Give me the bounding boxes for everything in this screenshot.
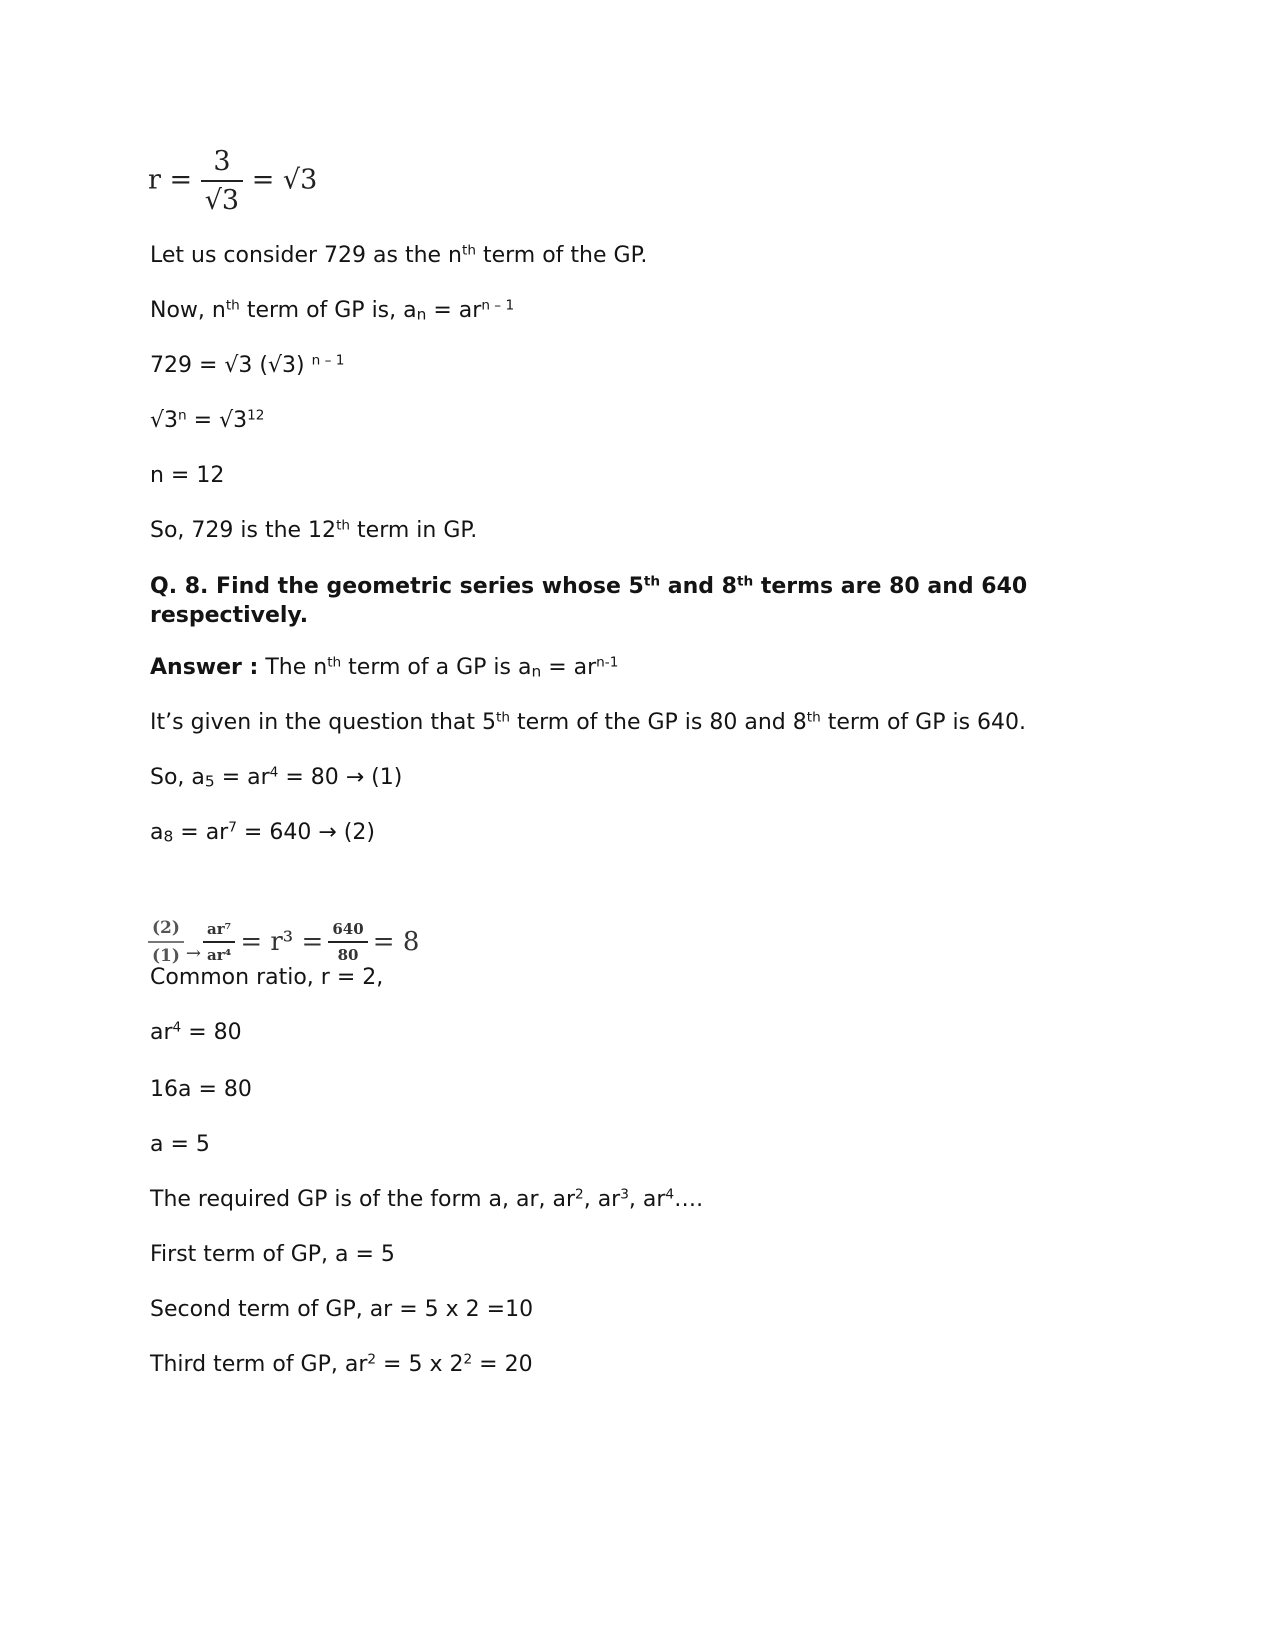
answer-label: Answer : bbox=[150, 655, 259, 680]
text-line-gp-form: The required GP is of the form a, ar, $ar^2$, $ar^3$, $ar^4\dots$. bbox=[150, 1186, 704, 1212]
text-line-third-term: Third term of GP, $ar^2 = 5$ x $2^2 = 20$ bbox=[150, 1351, 533, 1377]
eq1-denominator: √3 bbox=[201, 180, 243, 216]
eq2-result: = 8 bbox=[372, 927, 420, 957]
text-line-gp-formula: Now, $n^{th}$ term of GP is, $a_n = ar^{n - 1}$ bbox=[150, 297, 515, 324]
text-line-a-value: a = 5 bbox=[150, 1132, 210, 1157]
text-line-first-term: First term of GP, a = 5 bbox=[150, 1242, 395, 1267]
eq2-arrow: → bbox=[185, 942, 202, 964]
text-line-nth-term: Let us consider 729 as the $n^{th}$ term of the GP. bbox=[150, 242, 648, 268]
text-line-ar4: $ar^4 = 80$ bbox=[150, 1019, 242, 1045]
eq2-fraction-values: $\frac{640}{80}$ bbox=[328, 920, 367, 964]
text-line-given: It’s given in the question that 5th term of the GP is 80 and 8th term of GP is 640. bbox=[150, 709, 1027, 735]
eq1-fraction bbox=[201, 146, 243, 216]
eq2-fraction-powers: $\frac{\text{ar⁷}}{\text{ar⁴}}$ bbox=[203, 920, 235, 964]
eq2-middle: = r³ = bbox=[240, 927, 324, 957]
eq2-fraction-labels: $\frac{(2)}{(1)}$ bbox=[148, 918, 184, 966]
text-line-root-power: $√3^n = √3^{12}$ bbox=[150, 407, 265, 433]
answer-line: Answer : The $n^{th}$ term of a GP is $a_n = ar^{n-1}$ bbox=[150, 654, 619, 681]
text-line-a8: $a_8 = ar^7 = 640 \to (2)$ bbox=[150, 819, 375, 846]
question-8-heading: Q. 8. Find the geometric series whose 5th and 8th terms are 80 and 640 respectively. bbox=[150, 573, 1028, 628]
division-equation bbox=[148, 918, 419, 966]
eq1-lhs: r = bbox=[148, 164, 193, 196]
text-line-n-equals: n = 12 bbox=[150, 463, 225, 488]
text-line-16a: 16a = 80 bbox=[150, 1077, 252, 1102]
text-line-conclusion: So, 729 is the 12th term in GP. bbox=[150, 517, 478, 543]
text-line-second-term: Second term of GP, ar = 5 x 2 =10 bbox=[150, 1297, 534, 1322]
text-line-a5: So, $a_5 = ar^4 = 80 \to (1)$ bbox=[150, 764, 403, 791]
text-line-729: 729 = √3 (√3) $^{n - 1}$ bbox=[150, 352, 345, 378]
text-line-common-ratio: Common ratio, r = 2, bbox=[150, 965, 384, 990]
ratio-equation bbox=[148, 146, 317, 216]
eq1-rhs: = √3 bbox=[251, 164, 318, 196]
eq1-numerator: 3 bbox=[213, 146, 231, 177]
